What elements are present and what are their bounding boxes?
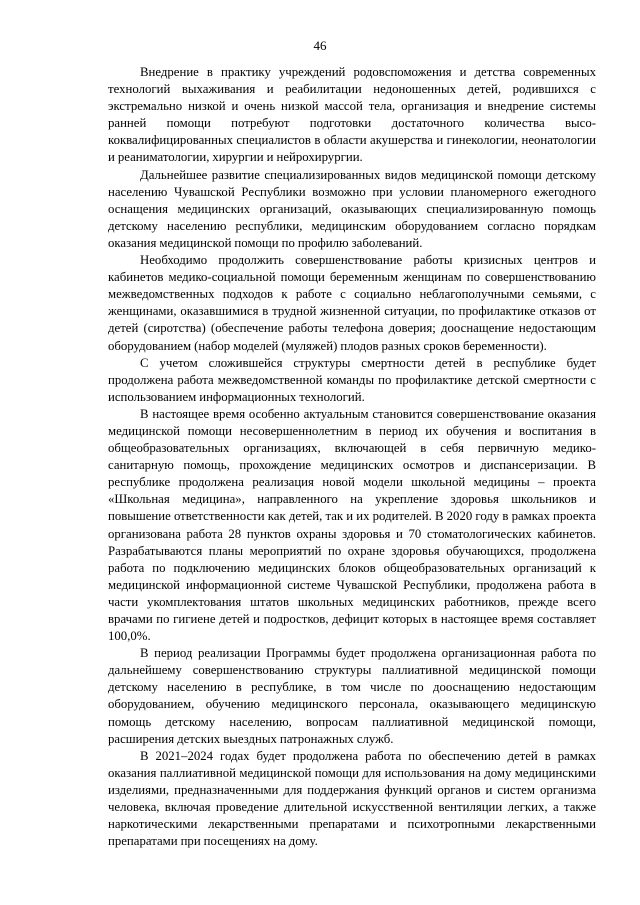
paragraph-palliative-home-care: В 2021–2024 годах будет продолжена работа по обеспечению детей в рамках оказания паллиативной медицинской помощи для использования на дому медицинскими изделиями, предназначенными для поддержания функций органов и систем организма человека, включая проведение длительной искусственной вентиляции легких, а также наркотическими лекарственными препаратами и психотропными лекарственными препаратами при посещениях на дому. (108, 748, 596, 849)
paragraph-palliative-structure: В период реализации Программы будет продолжена организационная работа по дальнейшему совершенствованию структуры паллиативной медицинской помощи детскому населению в республике, в том числе по дооснащению недостающим оборудованием, обучению медицинского персонала, оказывающего медицинскую помощь детскому населению, вопросам паллиативной медицинской помощи, расширения детских выездных патронажных служб. (108, 646, 596, 746)
body-text (108, 64, 596, 850)
paragraph-specialized-care: Дальнейшее развитие специализированных видов медицинской помощи детскому населению Чувашской Республики возможно при условии планомерного ежегодного оснащения медицинских организаций, оказывающих специализированную помощь детскому населению республики, медицинским оборудованием согласно порядкам оказания медицинской помощи по профилю заболеваний. (108, 167, 596, 250)
paragraph-school-medicine: В настоящее время особенно актуальным становится совершенствование оказания медицинской помощи несовершеннолетним в период их обучения и воспитания в общеобразовательных организациях, включающей в себя первичную медико-санитарную помощь, прохождение медицинских осмотров и диспансеризации. В республике продолжена реализация новой модели школьной медицины – проекта «Школьная медицина», направленного на укрепление здоровья школьников и повышение ответственности как детей, так и их родителей. В 2020 году в рамках проекта организована работа 28 пунктов охраны здоровья и 70 стоматологических кабинетов. Разрабатываются планы мероприятий по охране здоровья обучающихся, продолжена работа по подключению медицинских блоков общеобразовательных организаций к медицинской информационной системе Чувашской Республики, продолжена работа в части укомплектования штатов школьных медицинских работников, прежде всего врачами по гигиене детей и подростков, дефицит которых в настоящее время составляет 100,0%. (108, 406, 596, 644)
paragraph-child-mortality: С учетом сложившейся структуры смертности детей в республике будет продолжена работа межведомственной команды по профилактике детской смертности с использованием информационных технологий. (108, 355, 596, 404)
paragraph-crisis-centers: Необходимо продолжить совершенствование работы кризисных центров и кабинетов медико-социальной помощи беременным женщинам по совершенствованию межведомственных подходов к работе с социально неблагополучными семьями, с женщинами, оказавшимися в трудной жизненной ситуации, по профилактике отказов от детей (сиротства) (обеспечение работы телефона доверия; дооснащение недостающим оборудованием (набор моделей (муляжей) плодов разных сроков беременности). (108, 253, 596, 353)
page-number: 46 (313, 38, 327, 53)
paragraph-perinatal-care: Внедрение в практику учреждений родовспоможения и детства современных технологий выхаживания и реабилитации недоношенных детей, родившихся с экстремально низкой и очень низкой массой тела, организация и внедрение системы ранней помощи потребуют подготовки достаточного количества высококвалифицированных специалистов в области акушерства и гинекологии, неонатологии и реаниматологии, хирургии и нейрохирургии. (108, 65, 596, 165)
